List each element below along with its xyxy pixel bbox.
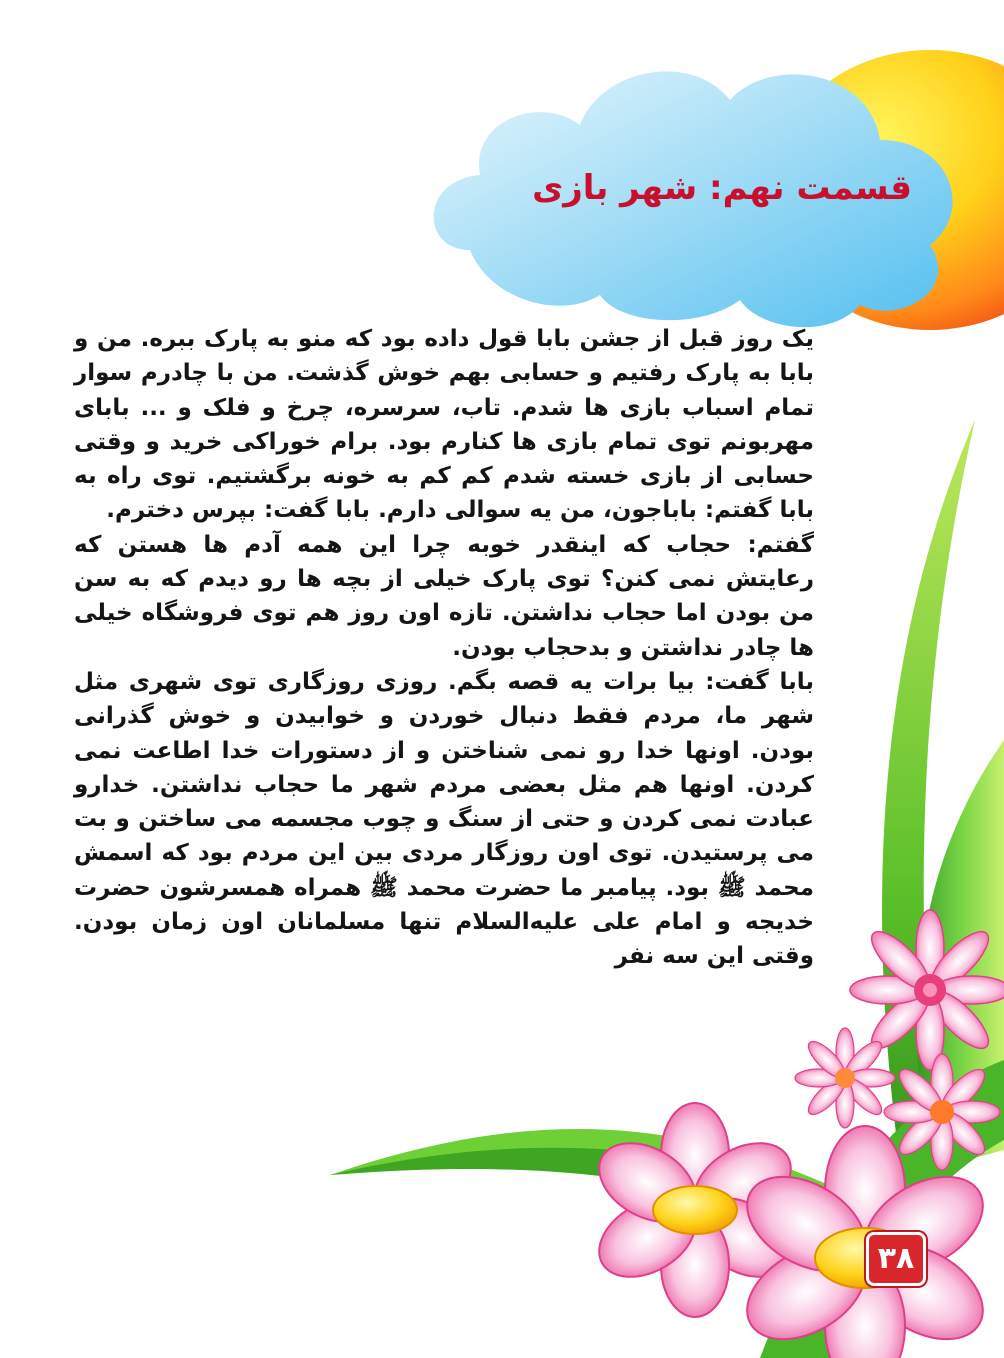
story-text [74, 322, 814, 974]
chapter-title: قسمت نهم: شهر بازی [532, 168, 912, 208]
story-paragraph: گفتم: حجاب که اینقدر خوبه چرا این همه آدم ها هستن که رعایتش نمی کنن؟ توی پارک خیلی از بچه ها رو دیدم که به سن من بودن اما حجاب نداشتن. تازه اون روز هم توی فروشگاه خیلی ها چادر نداشتن و بدحجاب بودن. [74, 531, 814, 661]
story-paragraph: بابا گفت: بیا برات یه قصه بگم. روزی روزگاری توی شهری مثل شهر ما، مردم فقط دنبال خوردن و خوابیدن و خوش گذرانی بودن. اونها خدا رو نمی شناختن و از دستورات خدا اطاعت نمی کردن. اونها هم مثل بعضی مردم شهر ما حجاب نداشتن. خدارو عبادت نمی کردن و حتی از سنگ و چوب مجسمه می ساختن و بت می پرستیدن. توی اون روزگار مردی بین این مردم بود که اسمش محمد ﷺ بود. پیامبر ما حضرت محمد ﷺ همراه همسرشون حضرت خدیجه و امام علی عليه‌السلام تنها مسلمانان اون زمان بودن. وقتی این سه نفر [74, 668, 814, 970]
page-number-badge: ۳۸ [866, 1232, 926, 1286]
story-paragraph: یک روز قبل از جشن بابا قول داده بود که منو به پارک ببره. من و بابا به پارک رفتیم و حسابی بهم خوش گذشت. من با چادرم سوار تمام اسباب بازی ها شدم. تاب، سرسره، چرخ و فلک و ... بابای مهربونم توی تمام بازی ها کنارم بود. برام خوراکی خرید و وقتی حسابی از بازی خسته شدم کم کم به خونه برگشتیم. توی راه به بابا گفتم: باباجون، من یه سوالی دارم. بابا گفت: بپرس دخترم. [74, 326, 814, 524]
